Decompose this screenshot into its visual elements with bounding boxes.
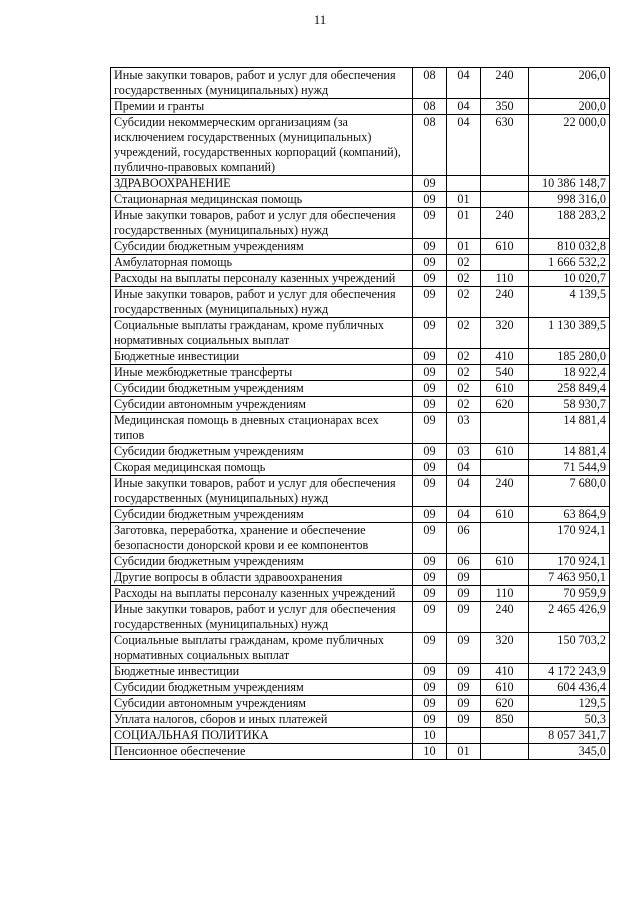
table-row — [111, 507, 610, 523]
row-expense-type — [481, 523, 529, 554]
row-expense-type: 630 — [481, 115, 529, 176]
row-subsection-code: 04 — [447, 460, 481, 476]
table-row — [111, 115, 610, 176]
table-row — [111, 476, 610, 507]
table-row — [111, 413, 610, 444]
row-name: Иные закупки товаров, работ и услуг для обеспечения государственных (муниципальных) нужд — [111, 68, 413, 99]
row-subsection-code: 02 — [447, 287, 481, 318]
table-row — [111, 397, 610, 413]
row-expense-type: 240 — [481, 208, 529, 239]
row-expense-type: 350 — [481, 99, 529, 115]
row-name: Пенсионное обеспечение — [111, 744, 413, 760]
table-row — [111, 349, 610, 365]
row-section-code: 09 — [413, 271, 447, 287]
row-subsection-code: 09 — [447, 696, 481, 712]
row-name: Социальные выплаты гражданам, кроме публичных нормативных социальных выплат — [111, 318, 413, 349]
table-row — [111, 586, 610, 602]
row-name: Субсидии некоммерческим организациям (за исключением государственных (муниципальных) учреждений, государственных корпораций (компаний), публично-правовых компаний) — [111, 115, 413, 176]
row-name: Субсидии бюджетным учреждениям — [111, 554, 413, 570]
row-amount: 345,0 — [529, 744, 610, 760]
row-amount: 10 020,7 — [529, 271, 610, 287]
row-amount: 129,5 — [529, 696, 610, 712]
row-amount: 71 544,9 — [529, 460, 610, 476]
row-amount: 22 000,0 — [529, 115, 610, 176]
row-name: Расходы на выплаты персоналу казенных учреждений — [111, 586, 413, 602]
table-row — [111, 712, 610, 728]
row-expense-type: 610 — [481, 507, 529, 523]
row-amount: 63 864,9 — [529, 507, 610, 523]
row-name: Другие вопросы в области здравоохранения — [111, 570, 413, 586]
row-name: Субсидии бюджетным учреждениям — [111, 444, 413, 460]
table-row — [111, 239, 610, 255]
table-row — [111, 381, 610, 397]
row-amount: 50,3 — [529, 712, 610, 728]
row-section-code: 09 — [413, 712, 447, 728]
row-expense-type: 410 — [481, 349, 529, 365]
row-section-code: 09 — [413, 381, 447, 397]
row-amount: 1 130 389,5 — [529, 318, 610, 349]
row-name: Субсидии бюджетным учреждениям — [111, 507, 413, 523]
row-expense-type — [481, 728, 529, 744]
row-name: Иные закупки товаров, работ и услуг для обеспечения государственных (муниципальных) нужд — [111, 476, 413, 507]
row-subsection-code: 01 — [447, 744, 481, 760]
table-row — [111, 696, 610, 712]
row-amount: 200,0 — [529, 99, 610, 115]
row-section-code: 08 — [413, 68, 447, 99]
row-subsection-code: 01 — [447, 239, 481, 255]
table-row — [111, 633, 610, 664]
table-row — [111, 271, 610, 287]
row-expense-type — [481, 255, 529, 271]
row-expense-type: 110 — [481, 586, 529, 602]
row-name: Премии и гранты — [111, 99, 413, 115]
row-amount: 810 032,8 — [529, 239, 610, 255]
table-row — [111, 744, 610, 760]
row-amount: 10 386 148,7 — [529, 176, 610, 192]
table-row — [111, 680, 610, 696]
row-name: ЗДРАВООХРАНЕНИЕ — [111, 176, 413, 192]
row-amount: 70 959,9 — [529, 586, 610, 602]
row-section-code: 09 — [413, 349, 447, 365]
row-name: Социальные выплаты гражданам, кроме публичных нормативных социальных выплат — [111, 633, 413, 664]
row-section-code: 09 — [413, 554, 447, 570]
row-subsection-code: 01 — [447, 192, 481, 208]
row-name: Амбулаторная помощь — [111, 255, 413, 271]
table-row — [111, 176, 610, 192]
row-name: СОЦИАЛЬНАЯ ПОЛИТИКА — [111, 728, 413, 744]
row-name: Бюджетные инвестиции — [111, 664, 413, 680]
row-expense-type — [481, 460, 529, 476]
row-expense-type: 110 — [481, 271, 529, 287]
row-subsection-code: 09 — [447, 586, 481, 602]
row-expense-type: 610 — [481, 381, 529, 397]
row-section-code: 09 — [413, 664, 447, 680]
table-row — [111, 287, 610, 318]
row-section-code: 09 — [413, 633, 447, 664]
row-section-code: 09 — [413, 239, 447, 255]
row-subsection-code: 04 — [447, 99, 481, 115]
row-name: Уплата налогов, сборов и иных платежей — [111, 712, 413, 728]
row-amount: 18 922,4 — [529, 365, 610, 381]
row-name: Иные закупки товаров, работ и услуг для обеспечения государственных (муниципальных) нужд — [111, 287, 413, 318]
row-amount: 4 139,5 — [529, 287, 610, 318]
row-subsection-code: 09 — [447, 680, 481, 696]
row-expense-type: 240 — [481, 476, 529, 507]
row-subsection-code: 02 — [447, 397, 481, 413]
table-row — [111, 523, 610, 554]
row-subsection-code: 09 — [447, 633, 481, 664]
row-name: Расходы на выплаты персоналу казенных учреждений — [111, 271, 413, 287]
row-expense-type: 610 — [481, 554, 529, 570]
row-section-code: 10 — [413, 728, 447, 744]
row-section-code: 09 — [413, 397, 447, 413]
row-expense-type: 610 — [481, 444, 529, 460]
row-subsection-code: 02 — [447, 318, 481, 349]
row-amount: 2 465 426,9 — [529, 602, 610, 633]
row-subsection-code: 02 — [447, 381, 481, 397]
table-row — [111, 192, 610, 208]
row-section-code: 10 — [413, 744, 447, 760]
row-amount: 170 924,1 — [529, 554, 610, 570]
row-subsection-code: 04 — [447, 476, 481, 507]
row-name: Субсидии бюджетным учреждениям — [111, 381, 413, 397]
row-subsection-code: 02 — [447, 255, 481, 271]
row-section-code: 09 — [413, 208, 447, 239]
row-expense-type: 320 — [481, 318, 529, 349]
row-amount: 185 280,0 — [529, 349, 610, 365]
row-expense-type: 610 — [481, 680, 529, 696]
table-row — [111, 208, 610, 239]
row-name: Субсидии бюджетным учреждениям — [111, 680, 413, 696]
row-name: Субсидии бюджетным учреждениям — [111, 239, 413, 255]
table-row — [111, 99, 610, 115]
row-subsection-code: 06 — [447, 523, 481, 554]
row-section-code: 09 — [413, 318, 447, 349]
row-section-code: 09 — [413, 444, 447, 460]
row-amount: 170 924,1 — [529, 523, 610, 554]
row-amount: 188 283,2 — [529, 208, 610, 239]
row-expense-type — [481, 176, 529, 192]
row-section-code: 09 — [413, 192, 447, 208]
row-section-code: 09 — [413, 570, 447, 586]
row-name: Иные межбюджетные трансферты — [111, 365, 413, 381]
table-row — [111, 365, 610, 381]
row-expense-type: 620 — [481, 397, 529, 413]
row-expense-type — [481, 192, 529, 208]
table-row — [111, 664, 610, 680]
row-section-code: 09 — [413, 460, 447, 476]
row-expense-type: 620 — [481, 696, 529, 712]
row-expense-type: 240 — [481, 68, 529, 99]
row-amount: 7 680,0 — [529, 476, 610, 507]
row-section-code: 08 — [413, 99, 447, 115]
table-row — [111, 602, 610, 633]
row-amount: 8 057 341,7 — [529, 728, 610, 744]
row-subsection-code: 04 — [447, 68, 481, 99]
table-row — [111, 460, 610, 476]
row-section-code: 09 — [413, 680, 447, 696]
row-expense-type: 850 — [481, 712, 529, 728]
row-amount: 604 436,4 — [529, 680, 610, 696]
row-subsection-code: 02 — [447, 271, 481, 287]
row-subsection-code: 01 — [447, 208, 481, 239]
row-subsection-code: 04 — [447, 507, 481, 523]
row-subsection-code: 02 — [447, 349, 481, 365]
row-section-code: 09 — [413, 255, 447, 271]
row-amount: 998 316,0 — [529, 192, 610, 208]
row-section-code: 09 — [413, 476, 447, 507]
row-section-code: 09 — [413, 523, 447, 554]
row-expense-type — [481, 413, 529, 444]
row-name: Бюджетные инвестиции — [111, 349, 413, 365]
table-row — [111, 444, 610, 460]
row-subsection-code — [447, 728, 481, 744]
row-amount: 206,0 — [529, 68, 610, 99]
table-row — [111, 255, 610, 271]
row-name: Медицинская помощь в дневных стационарах всех типов — [111, 413, 413, 444]
row-expense-type: 240 — [481, 602, 529, 633]
row-expense-type: 320 — [481, 633, 529, 664]
budget-table — [110, 67, 610, 760]
budget-table-body — [111, 68, 610, 760]
row-subsection-code: 03 — [447, 444, 481, 460]
row-section-code: 09 — [413, 507, 447, 523]
row-name: Иные закупки товаров, работ и услуг для обеспечения государственных (муниципальных) нужд — [111, 208, 413, 239]
table-row — [111, 554, 610, 570]
table-row — [111, 570, 610, 586]
row-subsection-code: 09 — [447, 664, 481, 680]
row-section-code: 09 — [413, 602, 447, 633]
row-amount: 14 881,4 — [529, 413, 610, 444]
row-subsection-code: 09 — [447, 712, 481, 728]
row-section-code: 09 — [413, 413, 447, 444]
row-name: Стационарная медицинская помощь — [111, 192, 413, 208]
row-expense-type: 410 — [481, 664, 529, 680]
row-section-code: 09 — [413, 586, 447, 602]
row-subsection-code: 03 — [447, 413, 481, 444]
row-expense-type: 610 — [481, 239, 529, 255]
row-amount: 1 666 532,2 — [529, 255, 610, 271]
row-expense-type: 540 — [481, 365, 529, 381]
row-expense-type: 240 — [481, 287, 529, 318]
table-row — [111, 728, 610, 744]
row-section-code: 08 — [413, 115, 447, 176]
row-name: Скорая медицинская помощь — [111, 460, 413, 476]
row-section-code: 09 — [413, 176, 447, 192]
row-section-code: 09 — [413, 696, 447, 712]
row-section-code: 09 — [413, 287, 447, 318]
row-name: Иные закупки товаров, работ и услуг для обеспечения государственных (муниципальных) нужд — [111, 602, 413, 633]
table-row — [111, 68, 610, 99]
row-amount: 7 463 950,1 — [529, 570, 610, 586]
row-expense-type — [481, 744, 529, 760]
row-subsection-code: 04 — [447, 115, 481, 176]
row-name: Субсидии автономным учреждениям — [111, 696, 413, 712]
row-expense-type — [481, 570, 529, 586]
row-name: Субсидии автономным учреждениям — [111, 397, 413, 413]
page-number: 11 — [313, 12, 327, 27]
row-section-code: 09 — [413, 365, 447, 381]
row-amount: 14 881,4 — [529, 444, 610, 460]
row-subsection-code — [447, 176, 481, 192]
row-amount: 4 172 243,9 — [529, 664, 610, 680]
row-name: Заготовка, переработка, хранение и обеспечение безопасности донорской крови и ее компонентов — [111, 523, 413, 554]
row-amount: 258 849,4 — [529, 381, 610, 397]
row-amount: 150 703,2 — [529, 633, 610, 664]
row-subsection-code: 09 — [447, 570, 481, 586]
row-subsection-code: 02 — [447, 365, 481, 381]
row-amount: 58 930,7 — [529, 397, 610, 413]
table-row — [111, 318, 610, 349]
row-subsection-code: 09 — [447, 602, 481, 633]
row-subsection-code: 06 — [447, 554, 481, 570]
